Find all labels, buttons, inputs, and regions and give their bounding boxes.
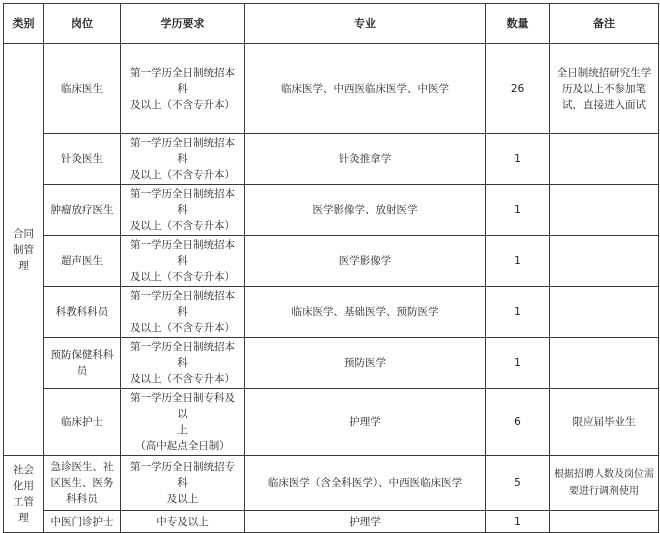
education-cell xyxy=(121,338,245,389)
education-line: 第一学历全日制统招本科 xyxy=(130,188,235,216)
education-line: 第一学历全日制专科及以 xyxy=(130,392,235,420)
table-row xyxy=(4,236,659,287)
education-line: 中专及以上 xyxy=(156,515,209,528)
note-cell: 全日制统招研究生学历及以上不参加笔试，直接进入面试 xyxy=(550,44,659,134)
note-cell xyxy=(550,338,659,389)
table-row xyxy=(4,44,659,134)
education-line: 及以上（不含专升本） xyxy=(130,271,235,283)
table-row xyxy=(4,389,659,456)
table-row xyxy=(4,511,659,533)
note-cell: 限应届毕业生 xyxy=(550,389,659,456)
position-cell: 临床护士 xyxy=(44,389,121,456)
education-line: 第一学历全日制统招专科 xyxy=(130,461,235,489)
education-line: 第一学历全日制统招本科 xyxy=(130,341,235,369)
note-cell: 根据招聘人数及岗位需要进行调剂使用 xyxy=(550,456,659,511)
education-cell xyxy=(121,185,245,236)
major-cell: 护理学 xyxy=(245,389,486,456)
major-cell: 预防医学 xyxy=(245,338,486,389)
education-cell xyxy=(121,511,245,533)
position-cell: 临床医生 xyxy=(44,44,121,134)
major-cell: 临床医学（含全科医学）、中西医临床医学 xyxy=(245,456,486,511)
count-cell: 1 xyxy=(486,511,550,533)
position-cell: 肿瘤放疗医生 xyxy=(44,185,121,236)
note-cell xyxy=(550,185,659,236)
education-cell xyxy=(121,236,245,287)
header-row xyxy=(4,4,659,44)
table-row xyxy=(4,134,659,185)
note-cell xyxy=(550,236,659,287)
education-cell xyxy=(121,389,245,456)
education-cell xyxy=(121,134,245,185)
recruitment-table xyxy=(3,3,659,533)
count-cell: 26 xyxy=(486,44,550,134)
count-cell: 1 xyxy=(486,236,550,287)
header-major: 专业 xyxy=(245,4,486,44)
position-cell: 中医门诊护士 xyxy=(44,511,121,533)
count-cell: 1 xyxy=(486,338,550,389)
position-cell: 针灸医生 xyxy=(44,134,121,185)
position-cell: 超声医生 xyxy=(44,236,121,287)
count-cell: 1 xyxy=(486,287,550,338)
education-line: 第一学历全日制统招本科 xyxy=(130,290,235,318)
note-cell xyxy=(550,287,659,338)
education-line: 及以上（不含专升本） xyxy=(130,169,235,181)
education-line: 及以上（不含专升本） xyxy=(130,220,235,232)
education-line: 第一学历全日制统招本科 xyxy=(130,239,235,267)
major-cell: 临床医学、基础医学、预防医学 xyxy=(245,287,486,338)
education-line: 及以上 xyxy=(166,493,199,505)
table-row xyxy=(4,185,659,236)
header-count: 数量 xyxy=(486,4,550,44)
category-cell: 社会化用工管理 xyxy=(4,456,44,533)
position-cell: 急诊医生、社区医生、医务科科员 xyxy=(44,456,121,511)
education-line: 第一学历全日制统招本科 xyxy=(130,137,235,165)
note-cell xyxy=(550,134,659,185)
education-cell xyxy=(121,44,245,134)
category-cell: 合同制管理 xyxy=(4,44,44,456)
count-cell: 5 xyxy=(486,456,550,511)
note-cell xyxy=(550,511,659,533)
header-note: 备注 xyxy=(550,4,659,44)
major-cell: 医学影像学、放射医学 xyxy=(245,185,486,236)
education-line: （高中起点全日制） xyxy=(135,440,230,452)
education-line: 及以上（不含专升本） xyxy=(130,98,235,111)
count-cell: 1 xyxy=(486,134,550,185)
education-line: 及以上（不含专升本） xyxy=(130,322,235,334)
table-row xyxy=(4,456,659,511)
header-category: 类别 xyxy=(4,4,44,44)
education-line: 上 xyxy=(177,424,188,436)
major-cell: 护理学 xyxy=(245,511,486,533)
count-cell: 6 xyxy=(486,389,550,456)
education-cell xyxy=(121,287,245,338)
count-cell: 1 xyxy=(486,185,550,236)
education-line: 及以上（不含专升本） xyxy=(130,373,235,385)
major-cell: 医学影像学 xyxy=(245,236,486,287)
major-cell: 临床医学、中西医临床医学、中医学 xyxy=(245,44,486,134)
header-education: 学历要求 xyxy=(121,4,245,44)
table-row xyxy=(4,287,659,338)
header-position: 岗位 xyxy=(44,4,121,44)
major-cell: 针灸推拿学 xyxy=(245,134,486,185)
education-line: 第一学历全日制统招本科 xyxy=(130,66,235,95)
position-cell: 科教科科员 xyxy=(44,287,121,338)
table-row xyxy=(4,338,659,389)
education-cell xyxy=(121,456,245,511)
position-cell: 预防保健科科员 xyxy=(44,338,121,389)
